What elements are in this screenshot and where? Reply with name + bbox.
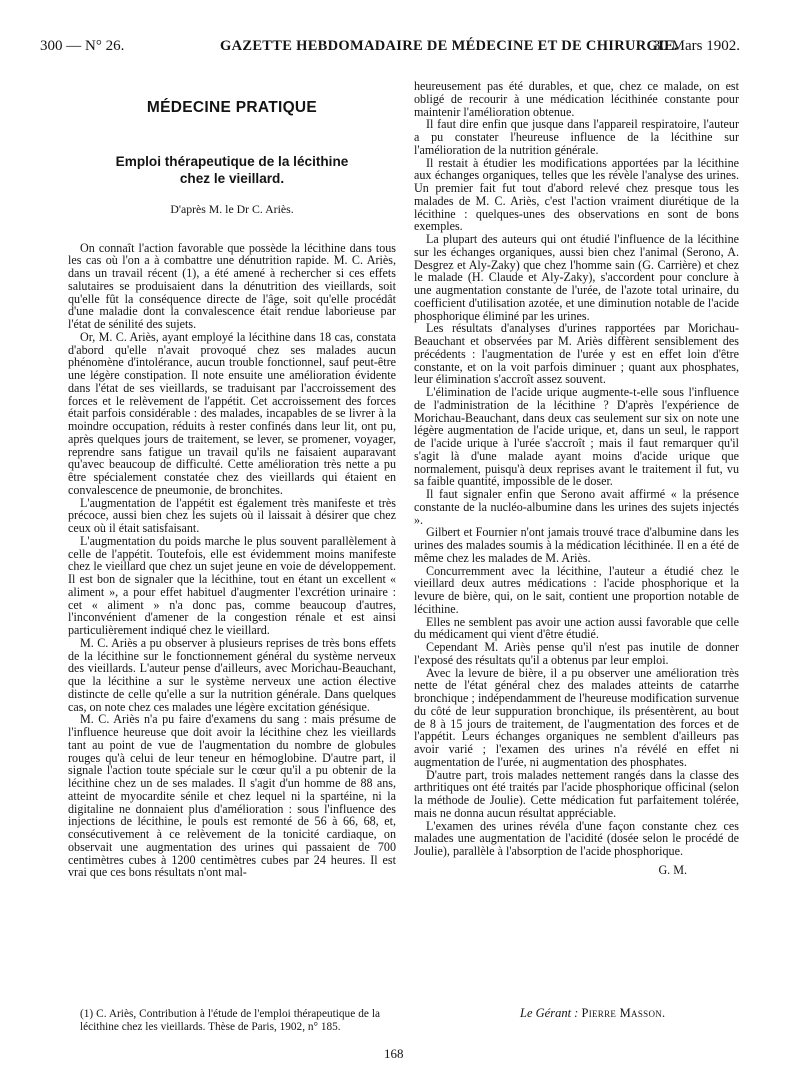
paragraph: M. C. Ariès a pu observer à plusieurs reprises de très bons effets de la lécithine sur le fonctionnement général du système nerveux des vieillards. L'auteur pense d'ailleurs, avec Morichau-Beauchant, que la lécithine a sur le système nerveux une action élective distincte de celle qu'elle a sur la nutrition générale. Dans quelques cas, on note chez ces malades une légère excitation génésique. [68, 635, 396, 714]
gerant-name: Pierre Masson. [581, 1006, 666, 1020]
paragraph: Or, M. C. Ariès, ayant employé la lécithine dans 18 cas, constata d'abord qu'elle n'avait provoqué chez ses malades aucun phénomène d'intolérance, aucun trouble fonctionnel, sauf peut-être une légère constipation. Il note ensuite une amélioration évidente dans l'état de ses vieillards, se traduisant par l'accroissement des forces et le relèvement de l'appétit. Cet accroissement des forces était parfois considérable : des malades, incapables de se livrer à la moindre occupation, réduits à rester confinés dans leur lit, ont pu, après quelques jours de traitement, se lever, se promener, voyager, reprendre sans fatigue un travail qu'ils ne faisaient auparavant qu'avec beaucoup de difficulté. Cette amélioration très nette a pu être spécialement constatée chez des vieillards qui étaient en convalescence de pneumonie, de bronchites. [68, 329, 396, 497]
footnote-text: (1) C. Ariès, Contribution à l'étude de l'emploi thérapeutique de la lécithine chez les vieillards. Thèse de Paris, 1902, n° 185. [80, 1008, 380, 1033]
footnote [80, 1008, 380, 1033]
paragraph: Il restait à étudier les modifications apportées par la lécithine aux échanges organiques, telles que les révèle l'analyse des urines. Un premier fait fut tout d'abord relevé chez presque tous les malades de M. C. Ariès, c'est l'action vraiment diurétique de la lécithine : quelques-unes des observations en sont de bons exemples. [414, 155, 739, 234]
article-title-line-1: Emploi thérapeutique de la lécithine [115, 153, 349, 169]
paragraph: Gilbert et Fournier n'ont jamais trouvé trace d'albumine dans les urines des malades soumis à la médication lécithinée. Il en a été de même chez les malades de M. Ariès. [414, 525, 739, 565]
paragraph: Il faut dire enfin que jusque dans l'appareil respiratoire, l'auteur a pu constater l'heureuse influence de la lécithine sur l'amélioration de la nutrition générale. [414, 117, 739, 157]
paragraph: Cependant M. Ariès pense qu'il n'est pas inutile de donner l'exposé des résultats qu'il a obtenus par leur emploi. [414, 640, 739, 667]
paragraph: M. C. Ariès n'a pu faire d'examens du sang : mais présume de l'influence heureuse que doit avoir la lécithine chez les vieillards tant au point de vue de l'augmentation du nombre de globules rouges qu'à celui de leur teneur en hémoglobine. D'autre part, il signale l'action toute spéciale sur le cœur qu'il a pu obtenir de la lécithine chez un de ses malades. Il s'agit d'un homme de 88 ans, atteint de myocardite sénile et chez lequel ni la spartéine, ni la digitaline ne donnaient plus d'amélioration : sous l'influence des injections de lécithine, le pouls est remonté de 56 à 66, 68, et, consécutivement à ce relèvement de la tonicité cardiaque, on observait une augmentation des urines qui passaient de 700 centimètres cubes à 1200 centimètres cubes par 24 heures. Il est vrai que ces bons résultats n'ont mal- [68, 712, 396, 880]
paragraph: On connaît l'action favorable que possède la lécithine dans tous les cas où l'on a à combattre une dénutrition rapide. M. C. Ariès, dans un travail récent (1), a été amené à rechercher si ces effets salutaires se produisaient dans la dénutrition des vieillards, soit qu'elle fût la conséquence directe de l'âge, soit qu'elle procédât d'une maladie dont la convalescence était rendue laborieuse par l'état de sénilité des sujets. [68, 240, 396, 331]
paragraph: Avec la levure de bière, il a pu observer une amélioration très nette de l'état général chez des malades atteints de catarrhe bronchique ; indépendamment de l'heureuse modification survenue du côté de leur suppuration bronchique, ils présentèrent, au bout de 8 à 15 jours de traitement, de l'augmentation des forces et de l'appétit. Leurs échanges organiques ne semblent d'ailleurs pas avoir varié ; l'examen des urines n'a révélé en effet ni augmentation de l'urée, ni augmentation des phosphates. [414, 665, 739, 769]
byline: D'après M. le Dr C. Ariès. [170, 201, 294, 216]
paragraph: Les résultats d'analyses d'urines rapportées par Morichau-Beauchant et observées par M. Ariès diffèrent sensiblement des précédents : l'augmentation de l'urée y est en effet loin d'être constante, et on la voit parfois diminuer ; quant aux phosphates, leur élimination s'accroît assez souvent. [414, 321, 739, 387]
paragraph: Elles ne semblent pas avoir une action aussi favorable que celle du médicament qui vient d'être étudié. [414, 614, 739, 642]
paragraph: La plupart des auteurs qui ont étudié l'influence de la lécithine sur les échanges organiques, aussi bien chez l'animal (Serono, A. Desgrez et Aly-Zaky) que chez l'homme sain (G. Carrière) et chez le malade (H. Claude et Aly-Zaky), s'accordent pour conclure à une augmentation constante de l'urée, de l'azote total urinaire, du coefficient d'utilisation azotée, et une diminution notable de l'acide phosphorique éliminé par les urines. [414, 232, 739, 323]
paragraph: L'augmentation de l'appétit est également très manifeste et très précoce, aussi bien chez les sujets où il laissait à désirer que chez ceux où il était satisfaisant. [68, 495, 396, 535]
right-column [414, 80, 739, 877]
running-header [40, 20, 740, 54]
paragraph: L'augmentation du poids marche le plus souvent parallèlement à celle de l'appétit. Toutefois, elle est évidemment moins manifeste chez le vieillard que chez un sujet jeune en voie de développement. Il est bon de signaler que la lécithine, tout en étant un excellent « aliment », a pour effet habituel d'augmenter l'excrétion urinaire : cet « aliment » n'a donc pas, comme beaucoup d'autres, l'inconvénient d'amener de la congestion rénale et est ainsi particulièrement indiqué chez le vieillard. [68, 533, 396, 637]
paragraph: Concurremment avec la lécithine, l'auteur a étudié chez le vieillard deux autres médications : l'acide phosphorique et la levure de bière, qui, on le sait, contient une proportion notable de lécithine. [414, 563, 739, 616]
section-title: MÉDECINE PRATIQUE [146, 99, 318, 116]
paragraph: Il faut signaler enfin que Serono avait affirmé « la présence constante de la nucléo-albumine dans les urines des sujets injectés ». [414, 487, 739, 527]
paragraph: L'élimination de l'acide urique augmente-t-elle sous l'influence de l'administration de la lécithine ? D'après l'expérience de Morichau-Beauchant, dans deux cas seulement sur six on note une légère augmentation de l'acide urique, et, dans un seul, le rapport de l'acide urique à l'urée s'accroît ; mais il faut remarquer qu'il s'agit là d'une malade ayant moins d'acide urique que normalement, puisqu'à deux reprises avant le traitement il fut, vu sa faible quantité, impossible de le doser. [414, 385, 739, 489]
paragraph: L'examen des urines révéla d'une façon constante chez ces malades une augmentation de l'acidité (dosée selon le procédé de Joulie), parallèle à l'absorption de l'acide phosphorique. [414, 818, 739, 858]
paragraph: heureusement pas été durables, et que, chez ce malade, on est obligé de recourir à une médication lécithinée constante pour maintenir l'amélioration obtenue. [414, 79, 739, 119]
paragraph: D'autre part, trois malades nettement rangés dans la classe des arthritiques ont été traités par l'acide phosphorique officinal (selon la méthode de Joulie). Cette médication fut parfaitement tolérée, mais ne donna aucun résultat appréciable. [414, 767, 739, 820]
author-signature: G. M. [658, 862, 687, 877]
article-title [68, 153, 396, 187]
issue-date: 30 Mars 1902. [652, 38, 740, 54]
article-title-line-2: chez le vieillard. [179, 170, 285, 186]
journal-title: GAZETTE HEBDOMADAIRE DE MÉDECINE ET DE CHIRURGIE. [220, 38, 678, 54]
publisher-credit [520, 1006, 665, 1021]
gerant-label: Le Gérant : [520, 1006, 579, 1020]
page-reference: 300 — N° 26. [40, 38, 125, 54]
left-column [68, 62, 396, 879]
page-number: 168 [384, 1046, 404, 1061]
